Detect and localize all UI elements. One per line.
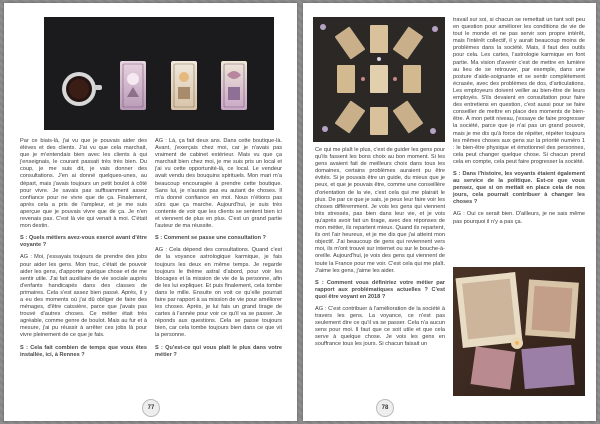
right-page-column-1: [315, 147, 445, 354]
tarot-cards-illustration: [44, 17, 274, 130]
interview-answer: AG : Oui ce serait bien. D'ailleurs, je ne sais même pas pourquoi il n'y a pas ça.: [453, 211, 585, 225]
tarot-spread-photo: [313, 17, 445, 142]
left-page-column-1: [20, 138, 147, 364]
interview-answer: AG : Moi, j'essayais toujours de prendre des jobs pour aider les gens. Mon truc, c'était de pouvoir aider les gens, d'apporter quelque chose et de me sentir utile. J'ai fait auxiliaire de vie sociale auprès d'enfants handicapés dans des classes de primaires. Cela s'est assez bien passé. Après, il y a eu des moments où j'ai dû obliger de faire des ménages, d'être caissière, parce que j'avais pas trouvé d'autres choses. Ce métier était très agréable, comme genre de boulot. Mais au fur et à mesure, j'ai pu réussir à arrêter ces jobs là pour vivre pleinement de ce que je fais.: [20, 254, 147, 339]
tarot-table-photo: [453, 267, 585, 396]
candles: [511, 337, 523, 349]
left-page-column-2: [155, 138, 282, 364]
interview-answer: AG : C'est contribuer à l'amélioration de la société à travers les gens. La voyance, ce n'est pas seulement dire ce qu'il va se passer. Cela n'a aucun sens pour moi. Il faut que ce soit utile et que cela serve à quelque chose. Je vois les gens en souffrance tous les jours. Si chacun faisait un: [315, 305, 445, 348]
interview-question: S : Quels métiers avez-vous exercé avant d'être voyante ?: [20, 235, 147, 249]
page-number: 78: [376, 399, 394, 417]
interview-answer: AG : Cela dépend des consultations. Quand c'est de la voyance astrologique karmique, je fais toujours les deux en même temps. Je regarde toujours le thème astral d'abord, pour voir les blocages et la mission de vie de la personne, afin de les lui expliquer. Et puis finalement, cela tombe dans le mille. Ensuite on voit ce qu'elle pourrait faire par rapport à sa mission de vie pour améliorer les choses. Après, je lui fais un grand tirage de cartes à l'année pour voir ce qu'il va se passer. Je réponds aux questions. Cela se passe toujours bien, car cela tombe toujours bien dans ce que vit la personne.: [155, 247, 282, 339]
right-page-column-2: [453, 17, 585, 231]
interview-question: S : Cela fait combien de temps que vous êtes installée, ici, à Rennes ?: [20, 344, 147, 358]
right-page: [303, 3, 596, 421]
tarot-cards-photo: [44, 17, 274, 130]
tarot-spread-illustration: [313, 17, 445, 142]
interview-answer: AG : Là, ça fait deux ans. Dans cette boutique-là. Avant, j'exerçais chez moi, car je n'avais pas vraiment de cabinet extérieur. Mais vu que ça marchait bien chez moi, je me suis pris un local et j'ai vu cette opportunité-là, ce local. Le vendeur avait vendu des bouquins spirituels. Mon mari m'a beaucoup encouragée à prendre cette boutique. Sans lui, je n'aurais pas eu autant de choses. Il m'a donné confiance en moi. Nous n'étions pas sûrs que ça marche. Aujourd'hui, je suis très contente de voir que les clients se sentent bien ici et viennent de plus en plus. C'est un grand partie l'auteur de ma réussite.: [155, 138, 282, 230]
paragraph: Par ce biais-là, j'ai vu que je pouvais aider des élèves et des clients. J'ai vu que cela marchait, que je m'entendais bien avec les clients à qui j'enseignais, le courant passait très très bien. Du coup, je me suis dit, je vais donner des consultations. J'en ai donné quelques-unes, au départ, mais j'avais toujours un petit boulot à côté pour vivre. Je savais pas suffisamment assez confiance pour ne vivre que de ça. Finalement, après cela a pris de l'ampleur, et je me suis aperçue que je pouvais vivre que de ça. Je n'en revenais pas. C'est là vie qui venait à moi. C'était mon destin.: [20, 138, 147, 230]
page-number: 77: [142, 399, 160, 417]
interview-answer: travail sur soi, si chacun se remettait un tant soit peu en question pour améliorer les conditions de vie de tout le monde et ne pas servir son propre intérêt, mais l'intérêt collectif, il y aurait beaucoup moins de problèmes dans la société. Mais, il faut des outils pour cela. Les cartes, l'astrologie karmique en font partie. Ma vision d'avenir c'est de mettre en lumière au lieu de se retrouver, par exemple, dans une posture d'aide-soignante et se sentir complètement écrasée, avec des problèmes de dos, d'articulations. Les employeurs doivent veiller au bien-être de leurs employés. S'ils devaient en consultation pour faire des entretiens en question, c'est aussi pour se faire conseiller de mettre en place des moments de bien-être. À mon petit niveau, j'essaye de faire progresser la société, parce que je n'ai pas un grand pouvoir, mais je me dis qu'à force de répéter, répéter toujours les mêmes choses aux gens sur la priorité numéro 1 : le bien-être physique et émotionnel des personnes, cela peut changer quelque chose. Si chacun prend cela en compte, cela peut faire progresser la société.: [453, 17, 585, 165]
interview-answer: Ce qui me plaît le plus, c'est de guider les gens pour qu'ils fassent les bons choix au bon moment. Si les gens avaient fait de meilleurs choix dans tous les domaines, certains problèmes auraient pu être évités. Si je pouvais être un guide, du mieux que je peux, et que je pouvais être, comme une conseillère d'orientation de la vie, c'est cela qui me plairait le plus. De par ce que je sais, je peux leur faire voir les choses différemment. Je vois les gens qui viennent très stressés, pas bien dans leur vie, et je vois qu'après avoir fait un tirage, avec des réponses de mon métier, ils repartent mieux. Quand ils repartent, ils ont l'air heureux, et je me dis que j'ai atteint mon objectif. J'ai beaucoup de gens qui reviennent vers moi, ils m'ont trouvé sur internet ou sur le bouche-à-oreille. Aujourd'hui, je vois des gens qui viennent de toute la France pour me voir. C'est cela qui me plaît. J'aime les gens, j'aime les aider.: [315, 147, 445, 274]
tarot-card-3: [221, 61, 247, 110]
tarot-spread-cards: [335, 25, 424, 135]
tarot-card-2: [171, 61, 197, 110]
interview-question: S : Dans l'histoire, les voyants étaient également au service de la politique. Est-ce que vous pensez, que si on mettait en place cela de nos jours, cela pourrait contribuer à changer les choses ?: [453, 170, 585, 206]
interview-question: S : Qu'est-ce qui vous plaît le plus dans votre métier ?: [155, 344, 282, 358]
tarot-table-illustration: [453, 267, 585, 396]
tarot-card-1: [120, 61, 146, 110]
left-page: [4, 3, 297, 421]
interview-question: S : Comment vous définiriez votre métier par rapport aux problématiques actuelles ? C'est quoi être voyant en 2018 ?: [315, 279, 445, 300]
interview-question: S : Comment se passe une consultation ?: [155, 235, 266, 242]
